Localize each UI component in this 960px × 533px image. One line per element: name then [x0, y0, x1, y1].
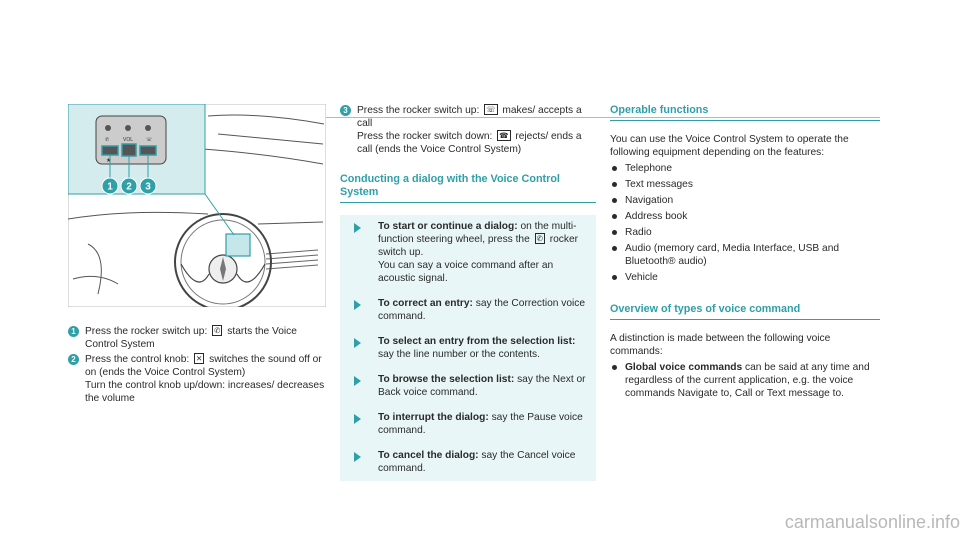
svg-text:★: ★: [106, 158, 112, 164]
step-select-entry: To select an entry from the selection list: say the line number or the contents.: [340, 335, 596, 361]
mute-icon: ✕: [196, 354, 203, 363]
right-column: [610, 104, 880, 400]
list-item: Navigation: [610, 194, 880, 207]
arrow-icon: [354, 452, 361, 462]
legend-text-2: Press the control knob: ✕ switches the sound off or on (ends the Voice Control System): [85, 354, 322, 378]
arrow-icon: [354, 376, 361, 386]
left-column: [68, 325, 326, 407]
steering-wheel-figure: [68, 104, 326, 307]
watermark: carmanualsonline.info: [784, 512, 960, 532]
legend-text-2b: Turn the control knob up/down: increases/ decreases the volume: [85, 380, 325, 404]
talk-icon: ✆: [536, 234, 543, 243]
svg-text:2: 2: [126, 181, 132, 193]
legend-number-3: 3: [340, 105, 351, 116]
talk-icon: ✆: [214, 326, 221, 335]
phone-accept-icon: ☏: [486, 105, 496, 114]
legend-item-1: [68, 325, 326, 351]
overview-rule: [610, 319, 880, 320]
dialog-section-title: Conducting a dialog with the Voice Control System: [340, 173, 560, 198]
legend-item-3: [340, 104, 596, 156]
dialog-section: [340, 173, 596, 481]
step-start-dialog: To start or continue a dialog: on the multi-function steering wheel, press the ✆ rocker switch up. You can say a voice command after an acoustic signal.: [340, 220, 596, 285]
legend-number-1: 1: [68, 326, 79, 337]
list-item: Audio (memory card, Media Interface, USB and Bluetooth® audio): [610, 242, 880, 268]
step-interrupt-dialog: To interrupt the dialog: say the Pause voice command.: [340, 411, 596, 437]
list-item: Address book: [610, 210, 880, 223]
operable-list: [610, 162, 880, 284]
overview-title: Overview of types of voice command: [610, 303, 801, 315]
list-item: Telephone: [610, 162, 880, 175]
callout-3: [140, 178, 156, 194]
figure-illustration: [68, 104, 326, 307]
svg-text:3: 3: [145, 181, 151, 193]
callout-1: [102, 178, 118, 194]
step-browse-list: To browse the selection list: say the Next or Back voice command.: [340, 373, 596, 399]
svg-text:1: 1: [107, 181, 113, 193]
vol-label: VOL: [123, 137, 134, 143]
legend-text-3a: Press the rocker switch up: ☏ makes/ accepts a call: [357, 105, 582, 129]
svg-text:☏: ☏: [146, 137, 153, 143]
legend-number-2: 2: [68, 354, 79, 365]
phone-reject-icon: ☎: [499, 131, 509, 140]
arrow-icon: [354, 338, 361, 348]
svg-text:✆: ✆: [105, 137, 110, 143]
list-item: Radio: [610, 226, 880, 239]
middle-column: [340, 104, 596, 481]
step-cancel-dialog: To cancel the dialog: say the Cancel voice command.: [340, 449, 596, 475]
overview-section: [610, 303, 880, 400]
overview-intro: A distinction is made between the following voice commands:: [610, 333, 831, 357]
list-item: Vehicle: [610, 271, 880, 284]
legend-text-3b: Press the rocker switch down: ☎ rejects/ ends a call (ends the Voice Control System): [357, 131, 582, 155]
operable-title: Operable functions: [610, 104, 709, 116]
arrow-icon: [354, 414, 361, 424]
list-item: Text messages: [610, 178, 880, 191]
arrow-icon: [354, 223, 361, 233]
dialog-steps: [340, 215, 596, 481]
dialog-section-rule: [340, 202, 596, 203]
operable-intro: You can use the Voice Control System to operate the following equipment depending on the features:: [610, 134, 849, 158]
callout-2: [121, 178, 137, 194]
legend-text-1: Press the rocker switch up: ✆ starts the Voice Control System: [85, 326, 297, 350]
legend-item-2: [68, 353, 326, 405]
step-correct-entry: To correct an entry: say the Correction voice command.: [340, 297, 596, 323]
list-item: Global voice commands can be said at any time and regardless of the current application, e.g. the voice commands Navigate to, Call or Text message to.: [610, 361, 880, 400]
arrow-icon: [354, 300, 361, 310]
operable-rule: [610, 120, 880, 121]
